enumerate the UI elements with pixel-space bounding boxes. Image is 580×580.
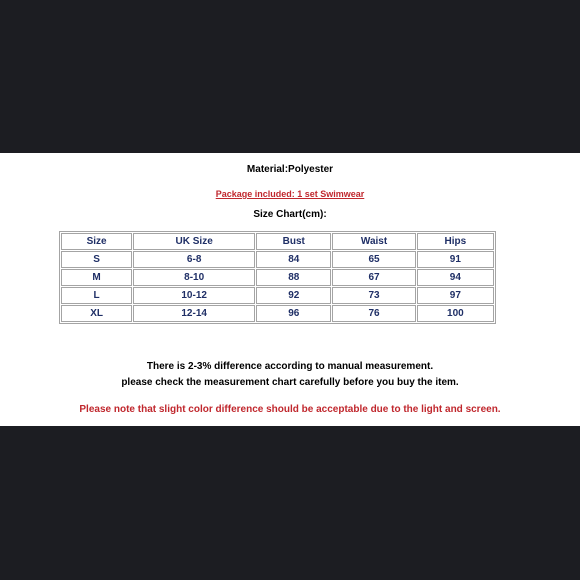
cell-hips: 100 xyxy=(417,305,494,322)
size-chart-title: Size Chart(cm): xyxy=(253,209,327,220)
bottom-dark-band xyxy=(0,426,580,580)
cell-bust: 96 xyxy=(256,305,331,322)
header-size: Size xyxy=(61,233,132,250)
header-hips: Hips xyxy=(417,233,494,250)
size-chart-table xyxy=(59,231,496,324)
cell-bust: 92 xyxy=(256,287,331,304)
top-dark-band xyxy=(0,0,580,153)
table-row xyxy=(61,269,494,286)
cell-uk-size: 12-14 xyxy=(133,305,255,322)
cell-waist: 73 xyxy=(332,287,415,304)
cell-size: L xyxy=(61,287,132,304)
table-row xyxy=(61,287,494,304)
cell-hips: 94 xyxy=(417,269,494,286)
cell-uk-size: 8-10 xyxy=(133,269,255,286)
cell-waist: 76 xyxy=(332,305,415,322)
cell-size: S xyxy=(61,251,132,268)
cell-uk-size: 10-12 xyxy=(133,287,255,304)
header-waist: Waist xyxy=(332,233,415,250)
header-bust: Bust xyxy=(256,233,331,250)
header-uk-size: UK Size xyxy=(133,233,255,250)
cell-waist: 67 xyxy=(332,269,415,286)
check-chart-note: please check the measurement chart carefully before you buy the item. xyxy=(121,377,459,388)
package-included-label: Package included: 1 set Swimwear xyxy=(215,189,365,199)
cell-size: M xyxy=(61,269,132,286)
cell-hips: 91 xyxy=(417,251,494,268)
material-label: Material:Polyester xyxy=(246,164,334,175)
table-row xyxy=(61,305,494,322)
cell-bust: 88 xyxy=(256,269,331,286)
table-header-row xyxy=(61,233,494,250)
product-info-card xyxy=(0,153,580,426)
cell-size: XL xyxy=(61,305,132,322)
color-difference-note: Please note that slight color difference should be acceptable due to the light and screen. xyxy=(79,404,501,415)
cell-waist: 65 xyxy=(332,251,415,268)
cell-bust: 84 xyxy=(256,251,331,268)
cell-uk-size: 6-8 xyxy=(133,251,255,268)
table-row xyxy=(61,251,494,268)
cell-hips: 97 xyxy=(417,287,494,304)
measurement-difference-note: There is 2-3% difference according to manual measurement. xyxy=(146,361,434,372)
